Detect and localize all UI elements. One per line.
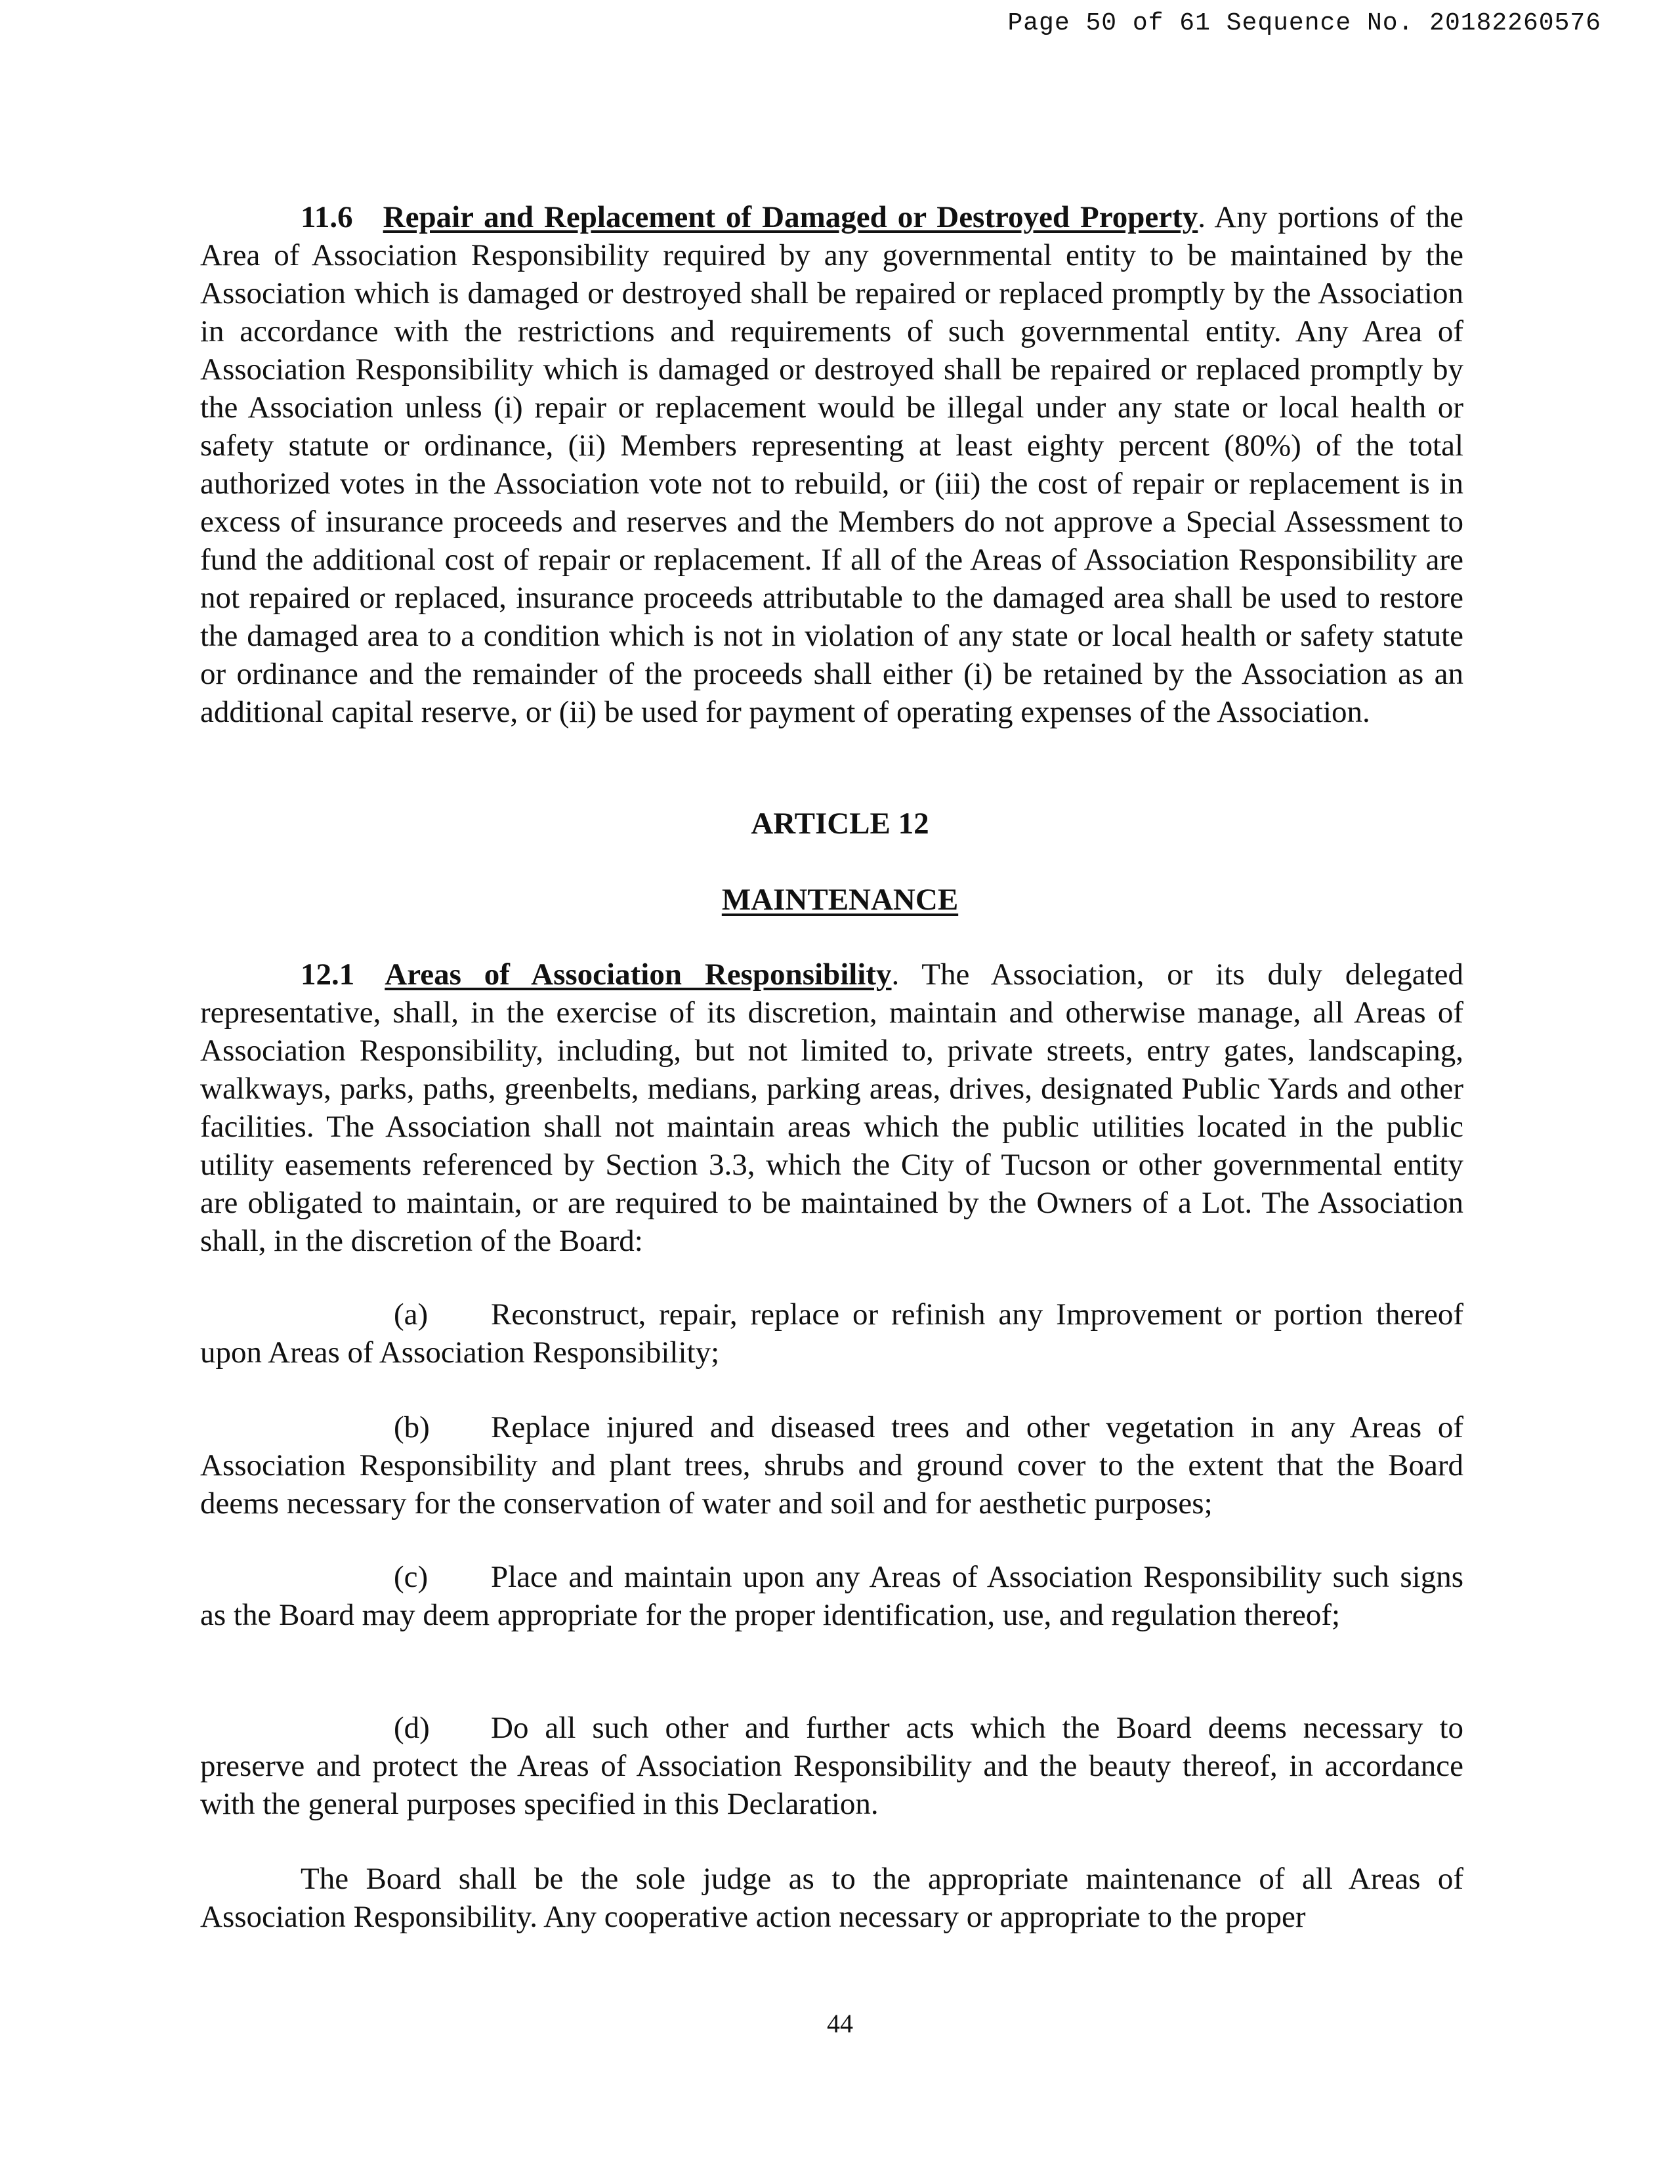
- subsection-c: [200, 1558, 1463, 1634]
- section-number: 12.1: [301, 957, 355, 992]
- article-title-text: MAINTENANCE: [721, 883, 959, 917]
- subsection-label: (a): [394, 1297, 429, 1332]
- section-title: Repair and Replacement of Damaged or Destroyed Property: [383, 200, 1198, 234]
- section-12-1: [200, 956, 1463, 1260]
- subsection-a: [200, 1295, 1463, 1372]
- subsection-text: Replace injured and diseased trees and other vegetation in any Areas of Association Responsibility and plant trees, shrubs and ground cover to the extent that the Board deems necessary for the conservation of water and soil and for aesthetic purposes;: [200, 1410, 1463, 1521]
- article-title: [0, 882, 1680, 917]
- article-number: ARTICLE 12: [751, 807, 929, 841]
- section-12-1-paragraph: [200, 956, 1463, 1260]
- section-11-6-paragraph: [200, 198, 1463, 731]
- section-11-6: [200, 198, 1463, 731]
- section-title: Areas of Association Responsibility: [385, 957, 892, 992]
- subsection-label: (d): [394, 1711, 430, 1745]
- page-number: 44: [827, 2009, 853, 2038]
- subsection-text: Reconstruct, repair, replace or refinish any Improvement or portion thereof upon Areas of Association Responsibility;: [200, 1297, 1463, 1370]
- subsection-b: [200, 1408, 1463, 1522]
- closing-paragraph: The Board shall be the sole judge as to the appropriate maintenance of all Areas of Association Responsibility. Any cooperative action necessary or appropriate to the proper: [200, 1862, 1463, 1934]
- subsection-text: Do all such other and further acts which the Board deems necessary to preserve and protect the Areas of Association Responsibility and the beauty thereof, in accordance with the general purposes specified in this Declaration.: [200, 1711, 1463, 1821]
- section-body: . The Association, or its duly delegated representative, shall, in the exercise of its discretion, maintain and otherwise manage, all Areas of Association Responsibility, including, but not limited to, private streets, entry gates, landscaping, walkways, parks, paths, greenbelts, medians, parking areas, drives, designated Public Yards and other facilities. The Association shall not maintain areas which the public utilities located in the public utility easements referenced by Section 3.3, which the City of Tucson or other governmental entity are obligated to maintain, or are required to be maintained by the Owners of a Lot. The Association shall, in the discretion of the Board:: [200, 957, 1463, 1258]
- subsection-text: Place and maintain upon any Areas of Association Responsibility such signs as the Board may deem appropriate for the proper identification, use, and regulation thereof;: [200, 1560, 1463, 1632]
- section-body: . Any portions of the Area of Association Responsibility required by any governmental entity to be maintained by the Association which is damaged or destroyed shall be repaired or replaced promptly by the Association in accordance with the restrictions and requirements of such governmental entity. Any Area of Association Responsibility which is damaged or destroyed shall be repaired or replaced promptly by the Association unless (i) repair or replacement would be illegal under any state or local health or safety statute or ordinance, (ii) Members representing at least eighty percent (80%) of the total authorized votes in the Association vote not to rebuild, or (iii) the cost of repair or replacement is in excess of insurance proceeds and reserves and the Members do not approve a Special Assessment to fund the additional cost of repair or replacement. If all of the Areas of Association Responsibility are not repaired or replaced, insurance proceeds attributable to the damaged area shall be used to restore the damaged area to a condition which is not in violation of any state or local health or safety statute or ordinance and the remainder of the proceeds shall either (i) be retained by the Association as an additional capital reserve, or (ii) be used for payment of operating expenses of the Association.: [200, 200, 1464, 729]
- subsection-label: (c): [394, 1560, 429, 1594]
- page-header: Page 50 of 61 Sequence No. 20182260576: [1007, 9, 1601, 37]
- section-number: 11.6: [301, 200, 353, 234]
- subsection-label: (b): [394, 1410, 430, 1444]
- subsection-d: [200, 1709, 1463, 1823]
